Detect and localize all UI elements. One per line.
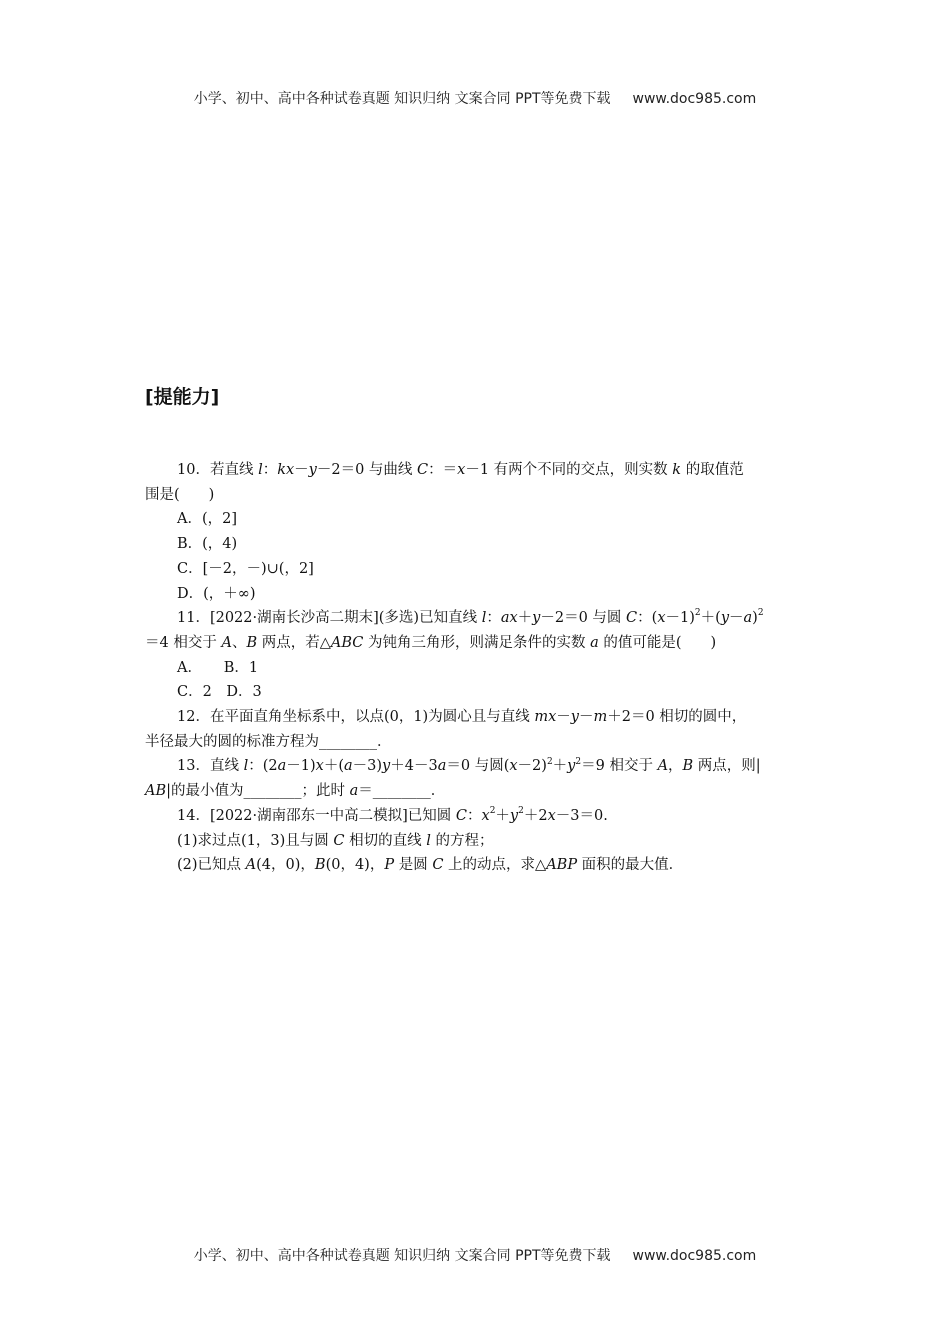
page-header — [0, 88, 950, 108]
question-14-stem: 14．[2022·湖南邵东一中高二模拟]已知圆 C：$x^2+y^2+2x-3=0$. — [177, 806, 608, 824]
header-site-link[interactable]: www.doc985.com — [632, 91, 757, 107]
question-11-options-ab: A． B．1 — [177, 659, 259, 676]
questions-content — [145, 458, 810, 878]
section-title: [提能力] — [145, 386, 220, 408]
question-10-option-a: A．(，2] — [177, 511, 238, 528]
question-11-stem-cont: ＝4 相交于 A、B 两点，若△ABC 为钝角三角形，则满足条件的实数 a 的值可能是( ) — [145, 634, 717, 651]
question-13-stem-cont: AB|的最小值为________；此时 a＝________． — [145, 783, 446, 800]
header-text: 小学、初中、高中各种试卷真题 知识归纳 文案合同 PPT等免费下载 — [193, 91, 611, 107]
question-11-stem: 11．[2022·湖南长沙高二期末](多选)已知直线 l：ax＋y－2＝0 与圆 C：$(x-1)^2+(y-a)^2$ — [177, 608, 764, 627]
question-11-options-cd: C．2 D．3 — [177, 684, 262, 701]
page-footer — [0, 1245, 950, 1265]
question-14-part-1: (1)求过点(1，3)且与圆 C 相切的直线 l 的方程； — [177, 832, 494, 849]
question-12-stem-cont: 半径最大的圆的标准方程为________． — [145, 733, 392, 750]
question-14-part-2: (2)已知点 A(4，0)，B(0，4)，P 是圆 C 上的动点，求△ABP 面积的最大值． — [177, 857, 684, 874]
footer-text: 小学、初中、高中各种试卷真题 知识归纳 文案合同 PPT等免费下载 — [193, 1248, 611, 1264]
question-10-stem-cont: 围是( ) — [145, 486, 215, 503]
question-10-option-c: C．[－2，－)∪(，2] — [177, 560, 314, 577]
footer-site-link[interactable]: www.doc985.com — [632, 1248, 757, 1264]
question-12-stem: 12．在平面直角坐标系中，以点(0，1)为圆心且与直线 mx－y－m＋2＝0 相切的圆中， — [177, 709, 747, 726]
question-10-stem: 10．若直线 l：kx－y－2＝0 与曲线 C：＝x－1 有两个不同的交点，则实数 k 的取值范 — [177, 462, 744, 478]
question-10-option-b: B．(，4) — [177, 536, 238, 553]
question-13-stem: 13．直线 l：(2a－1)x＋(a－3)y＋4－3a＝0 与圆$(x-2)^2+y^2=9$ 相交于 A，B 两点，则| — [177, 756, 761, 775]
question-10-option-d: D．(，＋∞) — [177, 585, 256, 602]
